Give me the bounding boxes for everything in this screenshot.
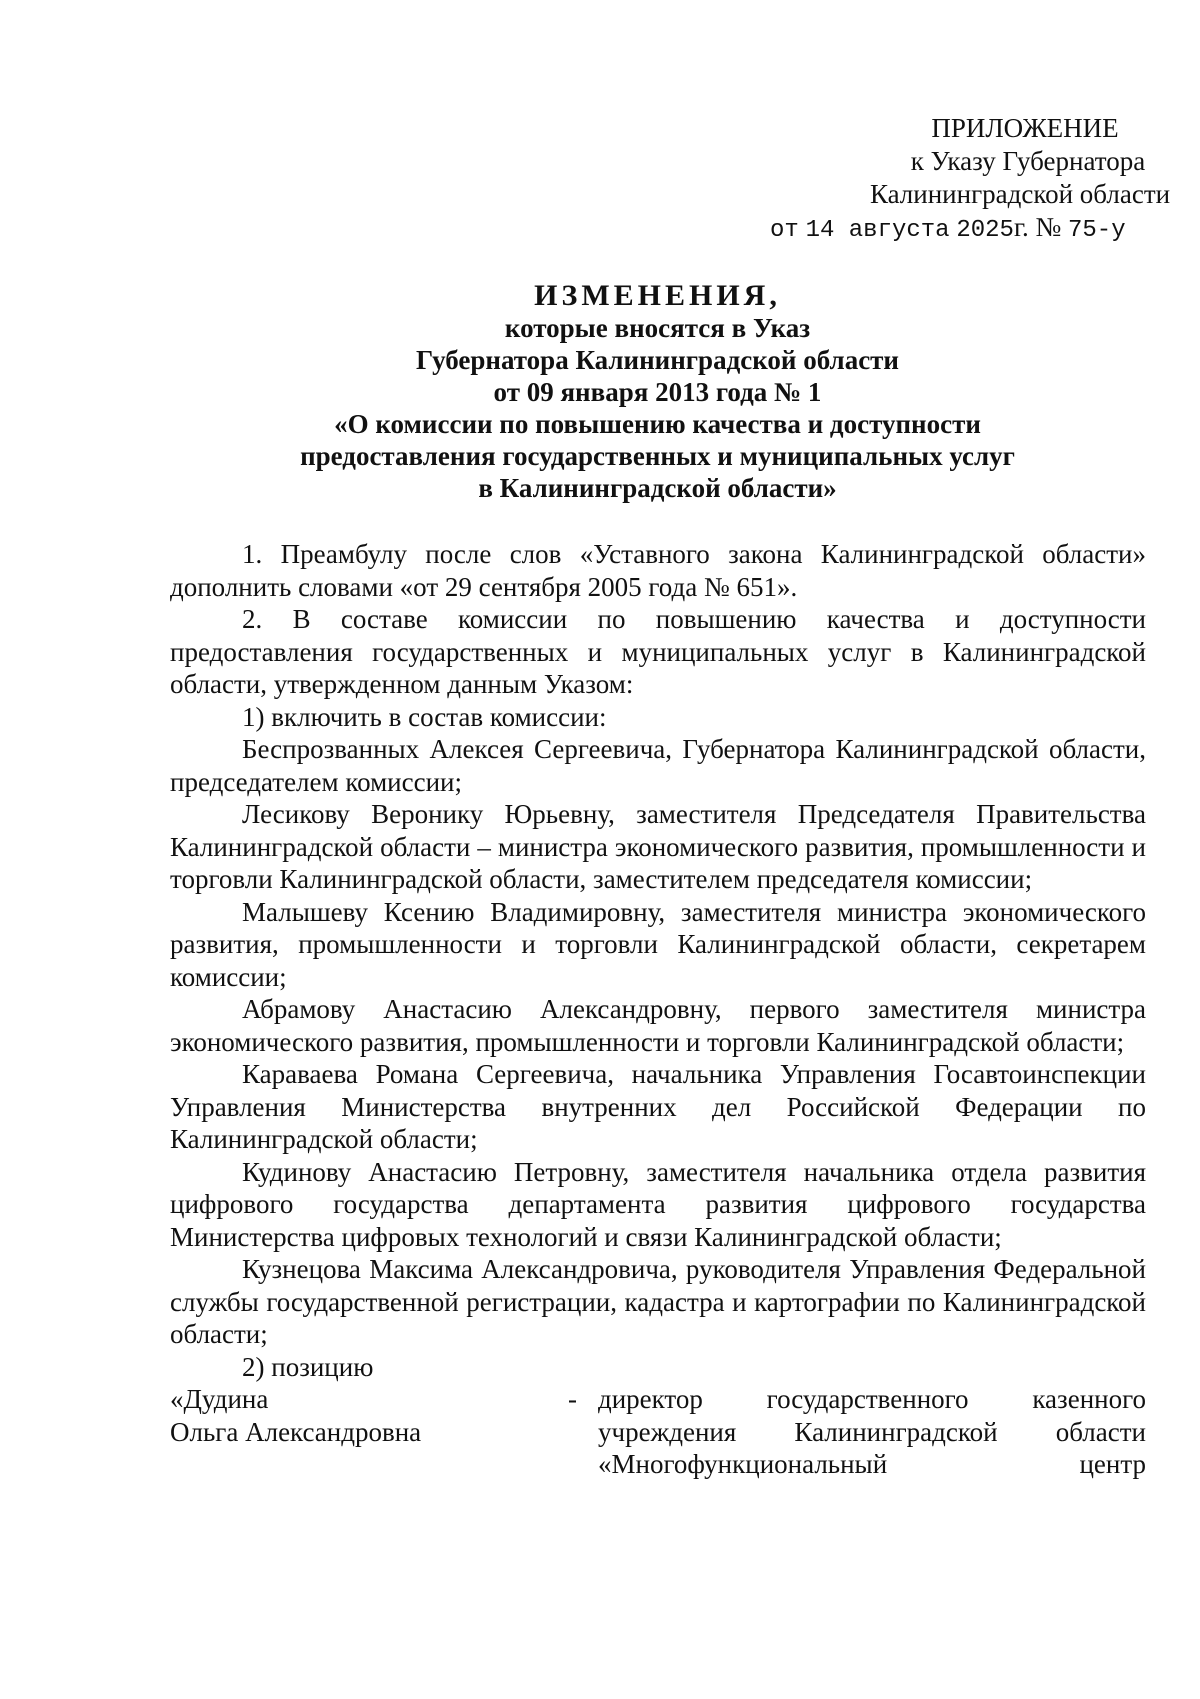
position-entry: [170, 1383, 1146, 1481]
heading-line: в Калининградской области»: [478, 473, 837, 503]
paragraph-member: Беспрозванных Алексея Сергеевича, Губернатора Калининградской области, председателем комиссии;: [170, 734, 1146, 797]
position-role: директор государственного казенного учреждения Калининградской области «Многофункциональный центр: [598, 1384, 1146, 1479]
paragraph-member: Абрамову Анастасию Александровну, первого заместителя министра экономического развития, промышленности и торговли Калининградской области;: [170, 994, 1146, 1057]
position-dash: -: [568, 1384, 577, 1414]
appendix-block: [770, 112, 1170, 247]
paragraph-member: Кузнецова Максима Александровича, руководителя Управления Федеральной службы государственной регистрации, кадастра и картографии по Калининградской области;: [170, 1254, 1146, 1349]
appendix-date-prefix: от: [770, 217, 799, 244]
heading-line: от 09 января 2013 года № 1: [493, 377, 822, 407]
paragraph-include: 1) включить в состав комиссии:: [242, 701, 607, 732]
appendix-line-decree: к Указу Губернатора: [910, 146, 1146, 176]
appendix-date-line: [770, 211, 1170, 247]
heading-line: Губернатора Калининградской области: [415, 345, 899, 375]
appendix-year: 2025: [956, 217, 1014, 244]
heading-line: предоставления государственных и муниципальных услуг: [300, 441, 1015, 471]
paragraph-position: 2) позицию: [242, 1351, 374, 1382]
paragraph-commission: 2. В составе комиссии по повышению качества и доступности предоставления государственных и муниципальных услуг в Калининградской области, утвержденном данным Указом:: [170, 604, 1146, 699]
appendix-year-suffix: г. №: [1013, 212, 1062, 242]
document-heading: [170, 280, 1145, 504]
appendix-line-region: Калининградской области: [869, 179, 1171, 209]
position-name: [170, 1383, 568, 1481]
heading-title: ИЗМЕНЕНИЯ,: [534, 279, 781, 312]
paragraph-member: Кудинову Анастасию Петровну, заместителя начальника отдела развития цифрового государства департамента развития цифрового государства Министерства цифровых технологий и связи Калининградской области;: [170, 1156, 1146, 1252]
paragraph-member: Лесикову Веронику Юрьевну, заместителя Председателя Правительства Калининградской области – министра экономического развития, промышленности и торговли Калининградской области, заместителем председателя комиссии;: [170, 799, 1146, 894]
document-body: [170, 538, 1146, 1383]
heading-line: которые вносятся в Указ: [504, 313, 811, 343]
heading-line: «О комиссии по повышению качества и доступности: [334, 409, 981, 439]
appendix-number: 75-у: [1068, 217, 1126, 244]
paragraph-member: Караваева Романа Сергеевича, начальника Управления Госавтоинспекции Управления Министерства внутренних дел Российской Федерации по Калининградской области;: [170, 1059, 1146, 1154]
appendix-date-value: 14 августа: [805, 217, 950, 244]
position-surname: «Дудина: [170, 1384, 269, 1414]
paragraph-member: Малышеву Ксению Владимировну, заместителя министра экономического развития, промышленности и торговли Калининградской области, секретарем комиссии;: [170, 896, 1146, 992]
paragraph-preamble: 1. Преамбулу после слов «Уставного закона Калининградской области» дополнить словами «от 29 сентября 2005 года № 651».: [170, 539, 1146, 602]
position-given-names: Ольга Александровна: [170, 1416, 422, 1447]
appendix-title: ПРИЛОЖЕНИЕ: [931, 113, 1119, 143]
